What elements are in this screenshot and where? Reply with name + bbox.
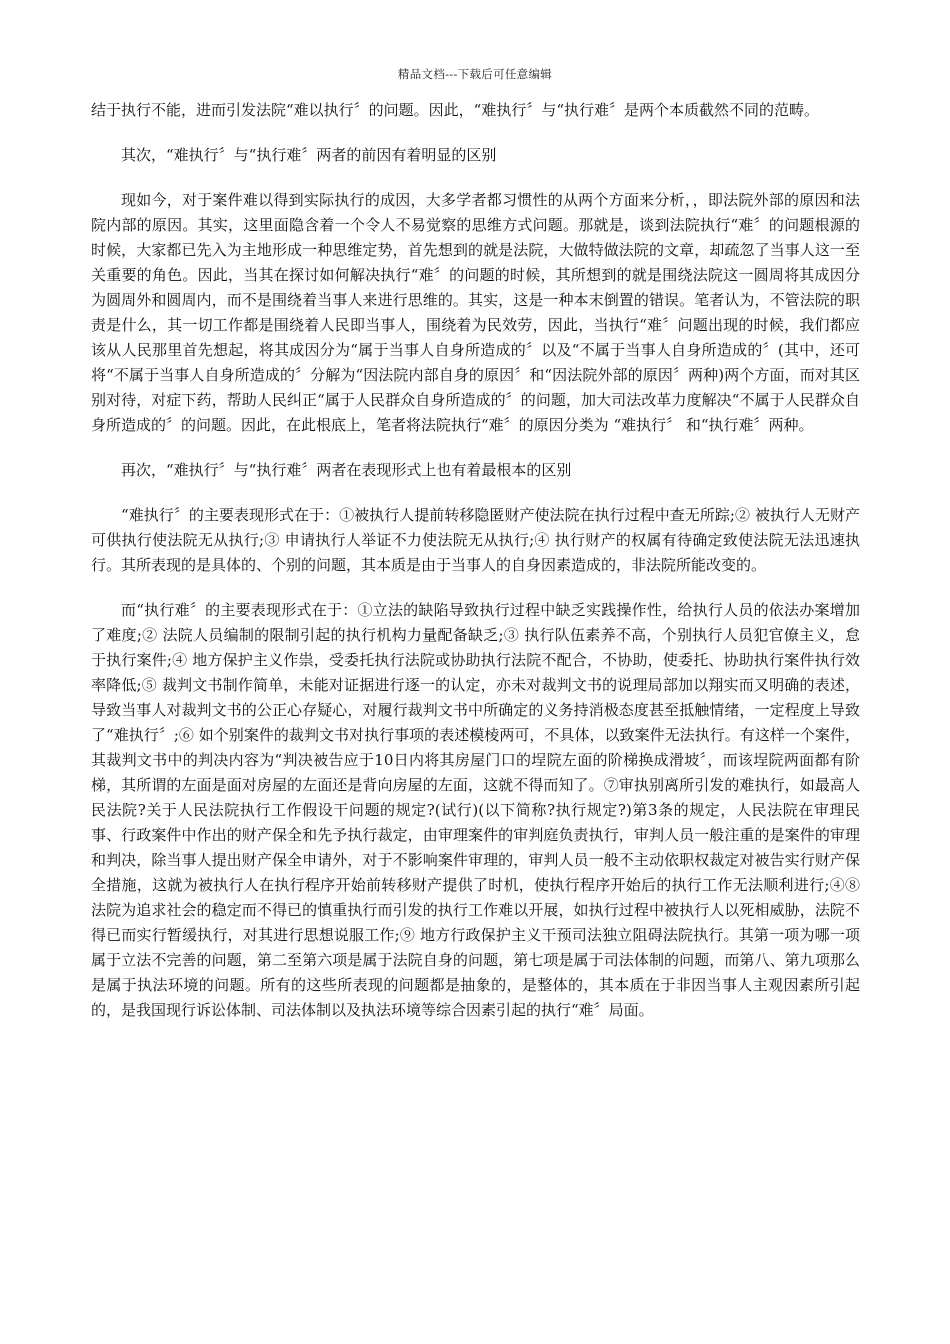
- page-header: 精品文档---下载后可任意编辑: [397, 67, 553, 81]
- section-heading-causes: 其次，“难执行〞与“执行难〞两者的前因有着明显的区别: [121, 146, 497, 164]
- paragraph-difficult-to-execute: “难执行〞的主要表现形式在于：①被执行人提前转移隐匿财产使法院在执行过程中查无所踪;② 被执行人无财产可供执行使法院无从执行;③ 申请执行人举证不力使法院无从执行;④ 执行财产的权属有待确定致使法院无法迅速执行。其所表现的是具体的、个别的问题，其本质是由于当事人的自身因素造成的，非法院所能改变的。: [91, 506, 860, 574]
- document-body: [91, 98, 860, 1043]
- section-heading-forms: 再次，“难执行〞与“执行难〞两者在表现形式上也有着最根本的区别: [121, 461, 572, 479]
- paragraph-execution-difficulty: 而“执行难〞的主要表现形式在于：①立法的缺陷导致执行过程中缺乏实践操作性，给执行人员的依法办案增加了难度;② 法院人员编制的限制引起的执行机构力量配备缺乏;③ 执行队伍素养不高，个别执行人员犯官僚主义，怠于执行案件;④ 地方保护主义作祟，受委托执行法院或协助执行法院不配合，不协助，使委托、协助执行案件执行效率降低;⑤ 裁判文书制作简单，未能对证据进行逐一的认定，亦未对裁判文书的说理局部加以翔实而又明确的表述，导致当事人对裁判文书的公正心存疑心，对履行裁判文书中所确定的义务持消极态度甚至抵触情绪，一定程度上导致了“难执行〞;⑥ 如个别案件的裁判文书对执行事项的表述模棱两可，不具体，以致案件无法执行。有这样一个案件，其裁判文书中的判决内容为“判决被告应于10日内将其房屋门口的埕院左面的阶梯换成滑坡〞，而该埕院两面都有阶梯，其所谓的左面是面对房屋的左面还是背向房屋的左面，这就不得而知了。⑦审执别离所引发的难执行，如最高人民法院?关于人民法院执行工作假设干问题的规定?(试行)(以下简称?执行规定?)第3条的规定，人民法院在审理民事、行政案件中作出的财产保全和先予执行裁定，由审理案件的审判庭负责执行，审判人员一般注重的是案件的审理和判决，除当事人提出财产保全申请外，对于不影响案件审理的，审判人员一般不主动依职权裁定对被告实行财产保全措施，这就为被执行人在执行程序开始前转移财产提供了时机，使执行程序开始后的执行工作无法顺利进行;④⑧ 法院为追求社会的稳定而不得已的慎重执行而引发的执行工作难以开展，如执行过程中被执行人以死相威胁，法院不得已而实行暂缓执行，对其进行思想说服工作;⑨ 地方行政保护主义干预司法独立阻碍法院执行。其第一项为哪一项属于立法不完善的问题，第二至第六项是属于法院自身的问题，第七项是属于司法体制的问题，而第八、第九项那么是属于执法环境的问题。所有的这些所表现的问题都是抽象的，是整体的，其本质在于非因当事人主观因素所引起的，是我国现行诉讼体制、司法体制以及执法环境等综合因素引起的执行“难〞局面。: [91, 601, 860, 1019]
- paragraph-causes: 现如今，对于案件难以得到实际执行的成因，大多学者都习惯性的从两个方面来分析，，即法院外部的原因和法院内部的原因。其实，这里面隐含着一个令人不易觉察的思维方式问题。那就是，谈到法院执行“难〞的问题根源的时候，大家都已先入为主地形成一种思维定势，首先想到的就是法院，大做特做法院的文章，却疏忽了当事人这一至关重要的角色。因此，当其在探讨如何解决执行“难〞的问题的时候，其所想到的就是围绕法院这一圆周将其成因分为圆周外和圆周内，而不是围绕着当事人来进行思维的。其实，这是一种本末倒置的错误。笔者认为，不管法院的职责是什么，其一切工作都是围绕着人民即当事人，围绕着为民效劳，因此，当执行“难〞问题出现的时候，我们都应该从人民那里首先想起，将其成因分为“属于当事人自身所造成的〞以及“不属于当事人自身所造成的〞(其中，还可将“不属于当事人自身所造成的〞分解为“因法院内部自身的原因〞和“因法院外部的原因〞两种)两个方面，而对其区别对待，对症下药，帮助人民纠正“属于人民群众自身所造成的〞的问题，加大司法改革力度解决“不属于人民群众自身所造成的〞的问题。因此，在此根底上，笔者将法院执行“难〞的原因分类为 “难执行〞 和“执行难〞两种。: [91, 191, 860, 434]
- paragraph-continuation: 结于执行不能，进而引发法院“难以执行〞的问题。因此，“难执行〞与“执行难〞是两个本质截然不同的范畴。: [91, 101, 820, 119]
